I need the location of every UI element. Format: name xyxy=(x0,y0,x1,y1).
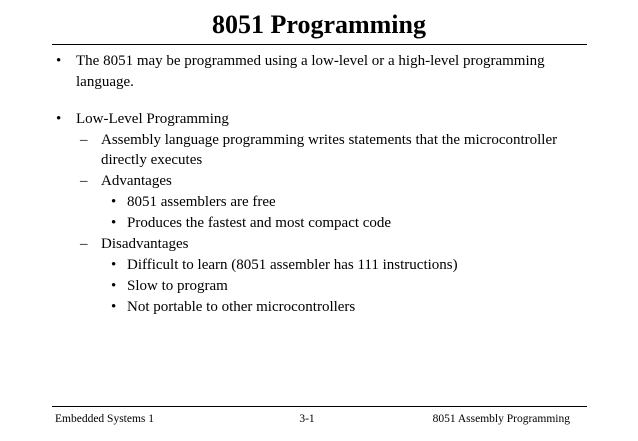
advantages-heading: Advantages xyxy=(101,173,172,189)
disadvantage-item: Not portable to other microcontrollers xyxy=(127,299,356,315)
footer-left: Embedded Systems 1 xyxy=(55,413,155,425)
sub-bullet-marker: – xyxy=(80,236,88,252)
advantage-item: 8051 assemblers are free xyxy=(127,194,276,210)
title-divider xyxy=(52,44,587,45)
page-title: 8051 Programming xyxy=(212,10,426,39)
bullet-1-line-2: language. xyxy=(76,74,134,90)
disadvantage-marker: • xyxy=(111,299,117,315)
bullet-1-line-1: The 8051 may be programmed using a low-level or a high-level programming xyxy=(76,53,545,69)
advantage-item: Produces the fastest and most compact code xyxy=(127,215,392,231)
disadvantage-marker: • xyxy=(111,257,117,273)
advantage-marker: • xyxy=(111,215,117,231)
bullet-marker: • xyxy=(56,53,62,69)
disadvantage-item: Difficult to learn (8051 assembler has 111 instructions) xyxy=(127,257,458,273)
disadvantage-marker: • xyxy=(111,278,117,294)
sub-1-line-2: directly executes xyxy=(101,152,203,168)
disadvantages-heading: Disadvantages xyxy=(101,236,189,252)
footer-right: 8051 Assembly Programming xyxy=(432,413,570,425)
disadvantage-item: Slow to program xyxy=(127,278,228,294)
sub-bullet-marker: – xyxy=(80,132,88,148)
footer-page-number: 3-1 xyxy=(299,413,315,425)
sub-1-line-1: Assembly language programming writes statements that the microcontroller xyxy=(101,132,558,148)
bullet-marker: • xyxy=(56,111,62,127)
advantage-marker: • xyxy=(111,194,117,210)
sub-bullet-marker: – xyxy=(80,173,88,189)
footer-divider xyxy=(52,406,587,407)
bullet-2-text: Low-Level Programming xyxy=(76,111,229,127)
